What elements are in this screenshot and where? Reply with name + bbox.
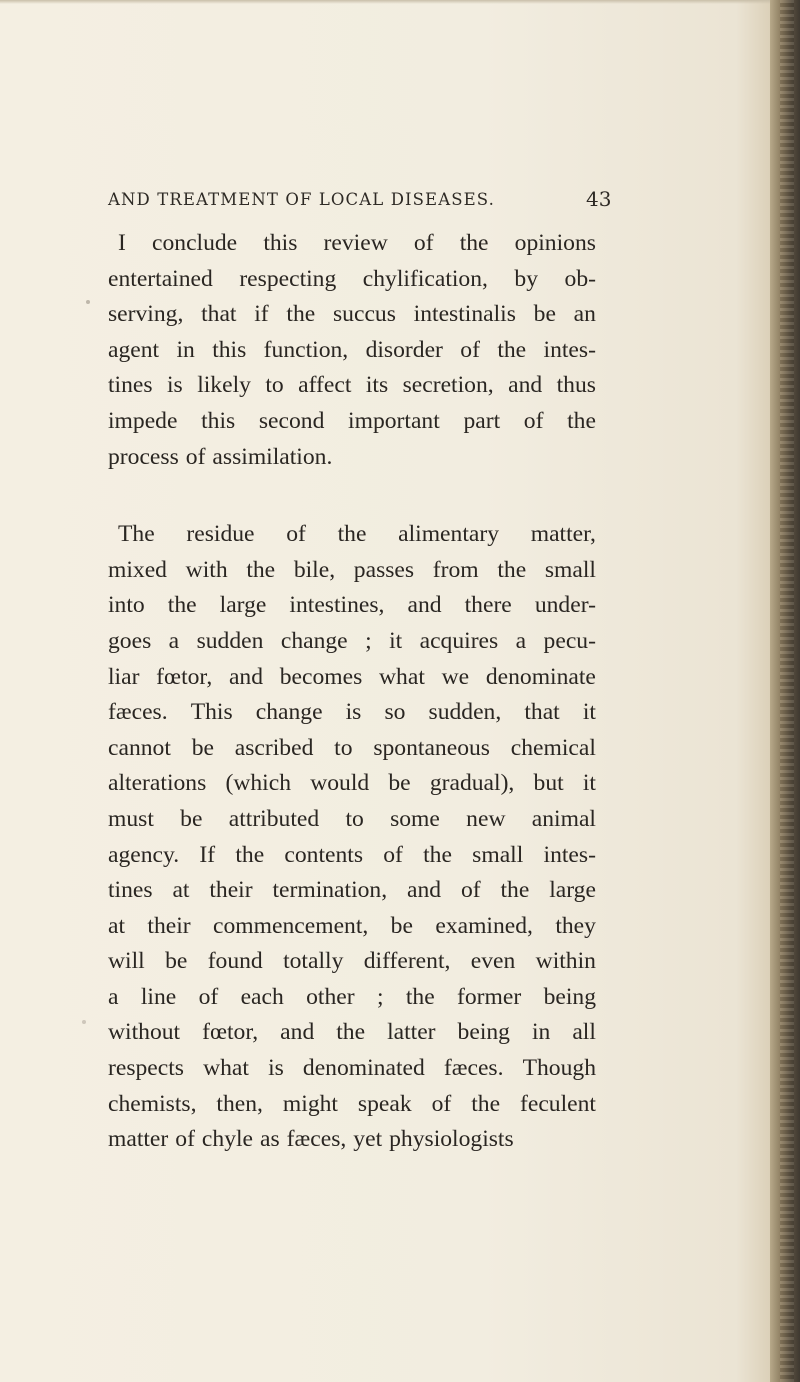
text-line: agency. If the contents of the small intes- bbox=[108, 841, 596, 868]
text-line: liar fœtor, and becomes what we denominate bbox=[108, 663, 596, 690]
text-line: will be found totally different, even within bbox=[108, 948, 596, 975]
text-line: tines is likely to affect its secretion, and thus bbox=[108, 372, 596, 399]
text-line: at their commencement, be examined, they bbox=[108, 912, 596, 939]
page-header bbox=[108, 187, 612, 216]
text-line: serving, that if the succus intestinalis be an bbox=[108, 301, 596, 328]
text-line: The residue of the alimentary matter, bbox=[118, 521, 596, 548]
page-top-edge bbox=[0, 0, 770, 4]
text-line: a line of each other ; the former being bbox=[108, 983, 596, 1010]
ink-mark bbox=[82, 1020, 86, 1024]
spine-texture bbox=[780, 0, 794, 1382]
text-line: impede this second important part of the bbox=[108, 407, 596, 434]
text-line: fæces. This change is so sudden, that it bbox=[108, 699, 596, 726]
text-line: alterations (which would be gradual), but it bbox=[108, 770, 596, 797]
text-line: into the large intestines, and there under- bbox=[108, 592, 596, 619]
text-line: I conclude this review of the opinions bbox=[118, 230, 596, 256]
text-line: process of assimilation. bbox=[108, 443, 333, 470]
text-line: without fœtor, and the latter being in all bbox=[108, 1019, 596, 1046]
text-line: cannot be ascribed to spontaneous chemical bbox=[108, 734, 596, 761]
paragraph bbox=[108, 226, 596, 475]
body-text bbox=[108, 226, 596, 1158]
text-line: matter of chyle as fæces, yet physiologists bbox=[108, 1126, 514, 1153]
running-head: AND TREATMENT OF LOCAL DISEASES. bbox=[108, 190, 495, 209]
text-line: mixed with the bile, passes from the small bbox=[108, 556, 596, 583]
text-line: must be attributed to some new animal bbox=[108, 805, 596, 832]
text-line: entertained respecting chylification, by ob- bbox=[108, 265, 596, 292]
paragraph-gap bbox=[108, 475, 596, 517]
paragraph bbox=[108, 517, 596, 1158]
text-line: tines at their termination, and of the large bbox=[108, 877, 596, 904]
text-line: agent in this function, disorder of the intes- bbox=[108, 336, 596, 363]
ink-mark bbox=[86, 300, 90, 304]
text-line: goes a sudden change ; it acquires a pecu- bbox=[108, 627, 596, 654]
text-line: chemists, then, might speak of the feculent bbox=[108, 1090, 596, 1117]
text-line: respects what is denominated fæces. Though bbox=[108, 1055, 596, 1082]
page-number: 43 bbox=[586, 187, 612, 211]
